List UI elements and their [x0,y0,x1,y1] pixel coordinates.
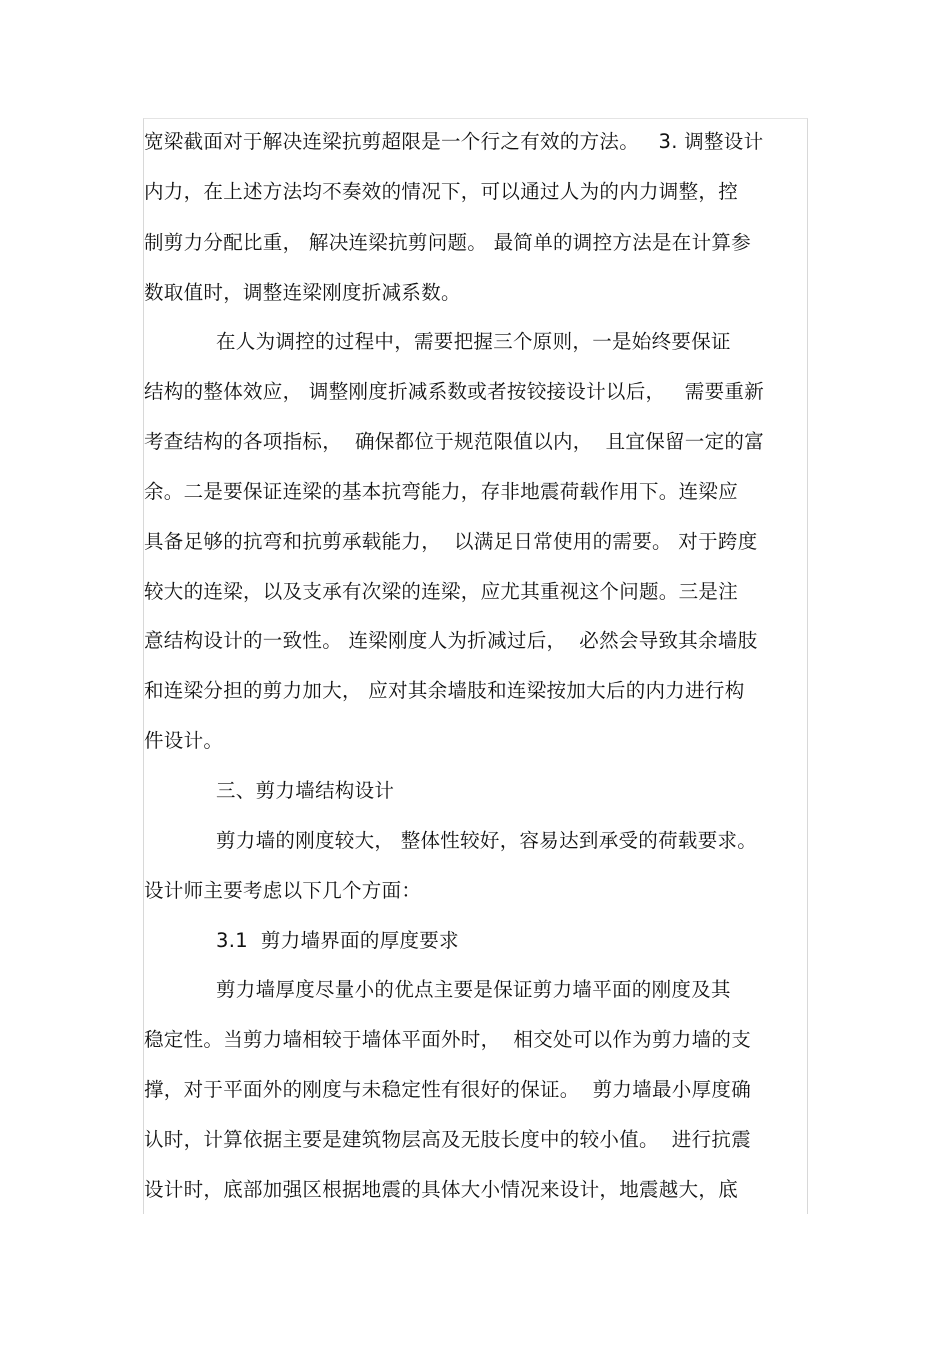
paragraph-line: 设计时，底部加强区根据地震的具体大小情况来设计，地震越大，底 [144,1178,739,1201]
paragraph-line: 在人为调控的过程中，需要把握三个原则，一是始终要保证 [216,330,731,353]
paragraph-line: 稳定性。当剪力墙相较于墙体平面外时， 相交处可以作为剪力墙的支 [144,1028,751,1051]
paragraph-line: 剪力墙的刚度较大， 整体性较好，容易达到承受的荷载要求。 [216,829,758,852]
paragraph-line: 设计师主要考虑以下几个方面： [144,879,422,902]
paragraph-line: 认时，计算依据主要是建筑物层高及无肢长度中的较小值。 进行抗震 [144,1128,751,1151]
paragraph-line: 制剪力分配比重， 解决连梁抗剪问题。 最简单的调控方法是在计算参 [144,231,751,254]
paragraph-line: 件设计。 [144,729,224,752]
paragraph-line: 宽梁截面对于解决连梁抗剪超限是一个行之有效的方法。 3. 调整设计 [144,130,764,153]
paragraph-line: 意结构设计的一致性。 连梁刚度人为折减过后， 必然会导致其余墙肢 [144,629,758,652]
paragraph-line: 撑，对于平面外的刚度与未稳定性有很好的保证。 剪力墙最小厚度确 [144,1078,751,1101]
paragraph-line: 余。二是要保证连梁的基本抗弯能力，存非地震荷载作用下。连梁应 [144,480,739,503]
paragraph-line: 数取值时，调整连梁刚度折减系数。 [144,281,461,304]
paragraph-line: 考查结构的各项指标， 确保都位于规范限值以内， 且宜保留一定的富 [144,430,764,453]
paragraph-line: 和连梁分担的剪力加大， 应对其余墙肢和连梁按加大后的内力进行构 [144,679,745,702]
paragraph-line: 内力，在上述方法均不奏效的情况下，可以通过人为的内力调整，控 [144,180,739,203]
section-heading: 三、剪力墙结构设计 [216,779,395,802]
subsection-heading: 3.1 剪力墙界面的厚度要求 [216,929,459,952]
paragraph-line: 剪力墙厚度尽量小的优点主要是保证剪力墙平面的刚度及其 [216,978,731,1001]
paragraph-line: 结构的整体效应， 调整刚度折减系数或者按铰接设计以后， 需要重新 [144,380,764,403]
paragraph-line: 较大的连梁，以及支承有次梁的连梁，应尤其重视这个问题。三是注 [144,580,739,603]
paragraph-line: 具备足够的抗弯和抗剪承载能力， 以满足日常使用的需要。 对于跨度 [144,530,758,553]
